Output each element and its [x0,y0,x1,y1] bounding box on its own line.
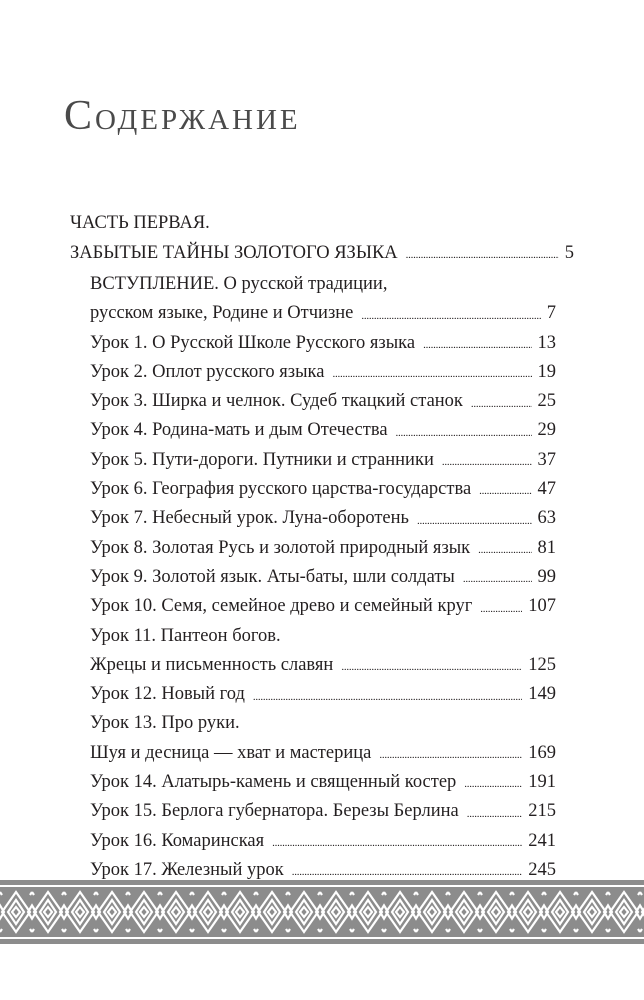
toc-entry-line [90,358,556,387]
toc-entry[interactable] [90,358,556,387]
toc-list [90,270,556,885]
toc-page-number: 107 [528,596,556,617]
toc-entry-line [90,504,556,533]
toc-entry[interactable] [90,329,556,358]
toc-entry-title: Урок 13. Про руки. [90,713,240,734]
toc-entry-line [90,329,556,358]
toc-page-number: 25 [537,391,556,412]
toc-entry[interactable] [90,563,556,592]
toc-entry-title: Жрецы и письменность славян [90,654,334,675]
dot-leader [464,776,522,795]
toc-entry-title: Урок 9. Золотой язык. Аты-баты, шли солдаты [90,566,455,587]
part-page-number: 5 [564,243,574,263]
toc-entry-title: Урок 8. Золотая Русь и золотой природный язык [90,537,471,558]
dot-leader [467,806,523,825]
toc-entry-title: Урок 14. Алатырь-камень и священный костер [90,772,457,793]
toc-entry[interactable] [90,709,556,768]
toc-entry[interactable] [90,622,556,681]
toc-entry[interactable] [90,827,556,856]
toc-entry[interactable] [90,416,556,445]
toc-page-number: 13 [537,332,556,353]
dot-leader [396,425,532,444]
toc-entry-title: Урок 17. Железный урок [90,859,284,880]
toc-entry-line [90,446,556,475]
toc-entry[interactable] [90,387,556,416]
toc-entry-title: ВСТУПЛЕНИЕ. О русской традиции, [90,274,388,294]
toc-entry-line [90,475,556,504]
dot-leader [423,337,531,356]
toc-page-number: 125 [528,654,556,675]
dot-leader [463,571,532,590]
dot-leader [417,513,532,532]
toc-entry-title: Урок 4. Родина-мать и дым Отечества [90,420,388,441]
toc-entry[interactable] [90,475,556,504]
ornament-border [0,880,644,944]
toc-entry-line [90,651,556,680]
toc-entry-line [90,534,556,563]
toc-page-number: 191 [528,772,556,793]
toc-entry-title: Урок 10. Семя, семейное древо и семейный круг [90,596,473,617]
toc-page-number: 19 [537,361,556,382]
toc-page-number: 215 [528,801,556,822]
toc-entry-title: Урок 11. Пантеон богов. [90,625,281,646]
toc-entry-title: русском языке, Родине и Отчизне [90,303,354,324]
toc-page-number: 241 [528,830,556,851]
dot-leader [479,483,531,502]
dot-leader [480,601,522,620]
toc-page-number: 37 [537,449,556,470]
part-heading-line-1 [70,208,574,238]
ornament-pattern [0,880,644,944]
toc-entry-line [90,622,556,651]
toc-entry-line [90,270,556,299]
toc-entry-line [90,739,556,768]
toc-page-number: 7 [546,303,556,324]
toc-entry[interactable] [90,680,556,709]
toc-page-number: 99 [537,566,556,587]
toc-page-number: 149 [528,684,556,705]
page-title: Содержание [64,93,301,139]
toc-entry-line [90,592,556,621]
toc-entry-line [90,768,556,797]
toc-entry[interactable] [90,797,556,826]
toc-entry-line [90,709,556,738]
toc-page-number: 47 [537,479,556,500]
toc-entry-title: Урок 7. Небесный урок. Луна-оборотень [90,508,409,529]
toc-entry[interactable] [90,270,556,329]
toc-entry-line [90,563,556,592]
toc-entry-line [90,416,556,445]
part-heading-label: ЧАСТЬ ПЕРВАЯ. [70,213,210,233]
toc-page-number: 81 [537,537,556,558]
toc-entry[interactable] [90,534,556,563]
toc-entry[interactable] [90,504,556,533]
toc-entry-line [90,827,556,856]
dot-leader [442,454,532,473]
dot-leader [478,542,531,561]
toc-entry-title: Урок 6. География русского царства-государства [90,479,472,500]
dot-leader [379,747,522,766]
dot-leader [341,659,522,678]
part-heading-title: ЗАБЫТЫЕ ТАЙНЫ ЗОЛОТОГО ЯЗЫКА [70,243,398,263]
toc-page-number: 245 [528,859,556,880]
toc-page-number: 63 [537,508,556,529]
toc-page-number: 169 [528,742,556,763]
dot-leader [253,689,522,708]
toc-entry-title: Урок 16. Комаринская [90,830,265,851]
toc-entry-title: Урок 3. Ширка и челнок. Судеб ткацкий станок [90,391,463,412]
toc-entry-line [90,680,556,709]
toc-entry-title: Урок 2. Оплот русского языка [90,361,325,382]
toc-entry-title: Шуя и десница — хват и мастерица [90,742,372,763]
toc-entry-line [90,299,556,328]
toc-entry-title: Урок 12. Новый год [90,684,245,705]
dot-leader [332,366,531,385]
dot-leader [361,308,540,327]
toc-entry-title: Урок 1. О Русской Школе Русского языка [90,332,416,353]
dot-leader [406,247,559,266]
part-heading[interactable] [70,208,574,268]
dot-leader [272,835,522,854]
toc-entry[interactable] [90,592,556,621]
toc-entry-line [90,387,556,416]
toc-entry[interactable] [90,768,556,797]
toc-entry-title: Урок 5. Пути-дороги. Путники и странники [90,449,434,470]
toc-entry[interactable] [90,446,556,475]
toc-page-number: 29 [537,420,556,441]
toc-entry-line [90,797,556,826]
toc-entry-title: Урок 15. Берлога губернатора. Березы Берлина [90,801,459,822]
part-heading-line-2 [70,238,574,268]
dot-leader [471,396,532,415]
